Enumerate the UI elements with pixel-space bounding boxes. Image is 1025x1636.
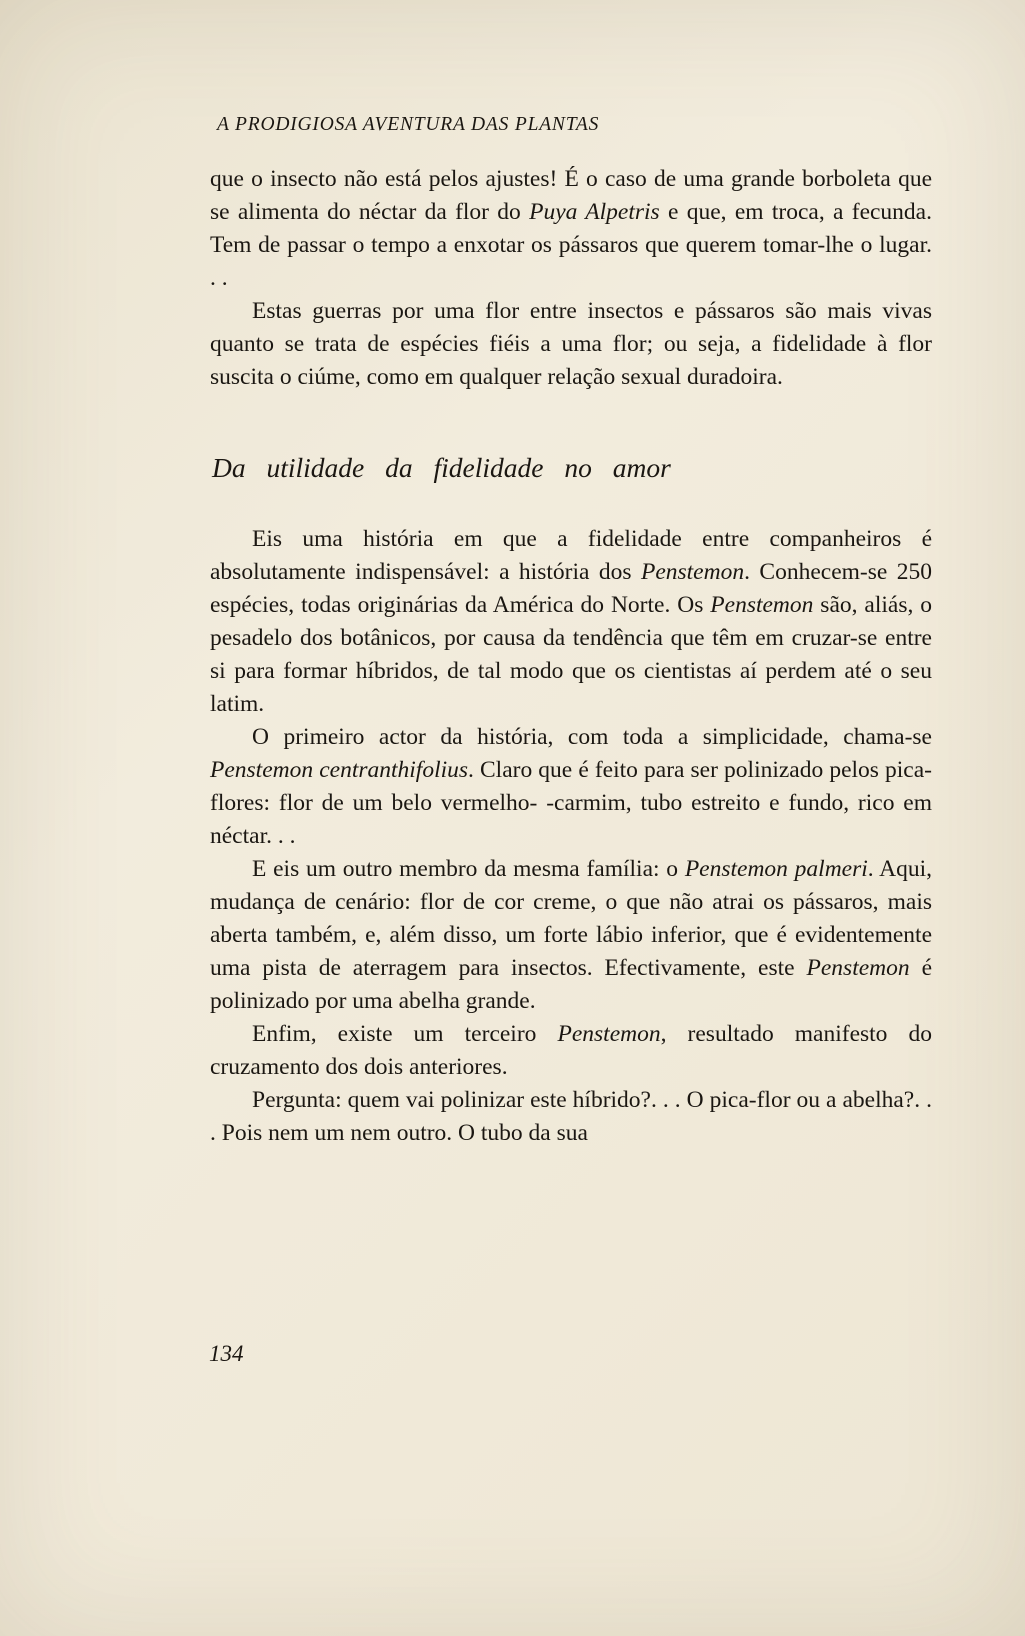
text-segment: são, aliás, o pesadelo dos botânicos, por causa da tendência que têm em cruzar-se entre si para formar híbridos, de tal modo que os cientistas aí perdem até o seu latim. [210, 592, 933, 717]
text-segment: e que, em troca, a fecunda. Tem de passar o tempo a enxotar os pássaros que querem tomar-lhe o lugar. . . [210, 199, 932, 291]
paragraph [210, 523, 932, 721]
text-segment: Eis uma história em que a fidelidade entre companheiros é absolutamente indispensável: a história dos [210, 526, 932, 585]
italic-text-segment: Penstemon [557, 1021, 661, 1047]
page-content [210, 163, 932, 1150]
paragraph [210, 1084, 932, 1150]
paragraph [210, 295, 932, 394]
page-number: 134 [209, 1341, 244, 1366]
text-segment: , resultado manifesto do cruzamento dos dois anteriores. [210, 1021, 932, 1080]
text-segment: . Claro que é feito para ser polinizado pelos pica-flores: flor de um belo vermelho- -carmim, tubo estreito e fundo, rico em néctar. . . [210, 757, 932, 849]
text-segment: . Aqui, mudança de cenário: flor de cor creme, o que não atrai os pássaros, mais aberta também, e, além disso, um forte lábio inferior, que é evidentemente uma pista de aterragem para insectos. Efectivamente, este [210, 856, 933, 981]
text-segment: E eis um outro membro da mesma família: o [252, 856, 685, 882]
text-segment: que o insecto não está pelos ajustes! É o caso de uma grande borboleta que se alimenta do néctar da flor do [210, 166, 932, 225]
paragraph [210, 163, 932, 295]
running-title: A PRODIGIOSA AVENTURA DAS PLANTAS [217, 114, 600, 135]
text-segment: Estas guerras por uma flor entre insectos e pássaros são mais vivas quanto se trata de espécies fiéis a uma flor; ou seja, a fidelidade à flor suscita o ciúme, como em qualquer relação sexual duradoira. [210, 298, 932, 390]
italic-text-segment: Penstemon [806, 955, 910, 981]
text-segment: é polinizado por uma abelha grande. [210, 955, 932, 1014]
italic-text-segment: Penstemon palmeri [684, 856, 868, 882]
paragraph [210, 721, 932, 853]
text-segment: Pergunta: quem vai polinizar este híbrido?. . . O pica-flor ou a abelha?. . . Pois nem um nem outro. O tubo da sua [210, 1087, 932, 1146]
text-segment: Enfim, existe um terceiro [252, 1021, 558, 1047]
text-segment: . Conhecem-se 250 espécies, todas originárias da América do Norte. Os [210, 559, 932, 618]
italic-text-segment: Penstemon [710, 592, 814, 618]
italic-text-segment: Penstemon [640, 559, 745, 585]
italic-text-segment: Puya Alpetris [529, 199, 660, 225]
paragraph [210, 1018, 932, 1084]
text-segment: O primeiro actor da história, com toda a simplicidade, chama-se [252, 724, 932, 750]
italic-text-segment: Penstemon centranthifolius [210, 757, 469, 783]
section-heading: Da utilidade da fidelidade no amor [212, 452, 671, 483]
paragraph [210, 853, 932, 1018]
